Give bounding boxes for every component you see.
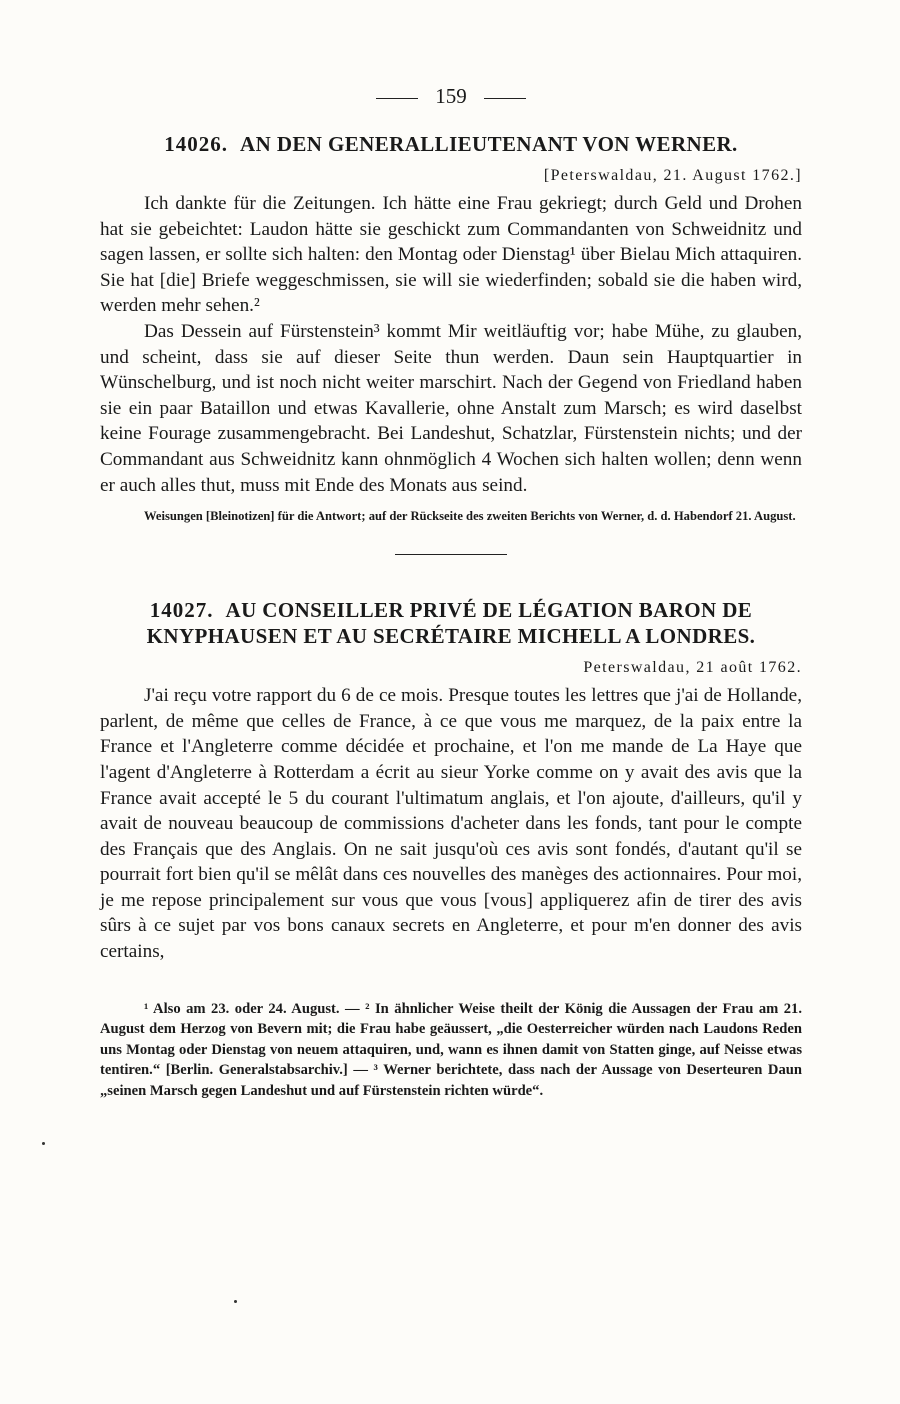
- letter-paragraph: Das Dessein auf Fürstenstein³ kommt Mir weitläuftig vor; habe Mühe, zu glauben, und scheint, dass sie auf dieser Seite thun werden. Daun sein Hauptquartier in Wünschelburg, und ist noch nicht weiter marschirt. Nach der Gegend von Friedland haben sie ein paar Bataillon und etwas Kavallerie, ohne Anstalt zum Marsch; es wird daselbst keine Fourage zusammengebracht. Bei Landeshut, Schatzlar, Fürstenstein nichts; und der Commandant aus Schweidnitz kann ohnmöglich 4 Wochen sich halten wollen; denn wenn er auch alles thut, muss mit Ende des Monats aus seind.: [100, 320, 802, 496]
- source-note: Weisungen [Bleinotizen] für die Antwort; auf der Rückseite des zweiten Berichts von Werner, d. d. Habendorf 21. August.: [144, 509, 796, 524]
- page-number: 159: [435, 84, 467, 108]
- header-dash-right: [484, 98, 526, 99]
- letter-place-date: [Peterswaldau, 21. August 1762.]: [543, 167, 802, 184]
- letter-title-line1: AU CONSEILLER PRIVÉ DE LÉGATION BARON DE: [225, 598, 753, 623]
- letter-title-line2: KNYPHAUSEN ET AU SECRÉTAIRE MICHELL A LONDRES.: [146, 624, 756, 649]
- decorative-dot: [42, 1142, 45, 1145]
- footnotes: ¹ Also am 23. oder 24. August. — ² In ähnlicher Weise theilt der König die Aussagen der Frau am 21. August dem Herzog von Bevern mit; die Frau habe geäussert, „die Oesterreicher würden nach Laudons Reden uns Montag oder Dienstag von neuem attaquiren, und, wann es ihnen damit von Statten ginge, auf Neisse etwas tentiren.“ [Berlin. Generalstabsarchiv.] — ³ Werner berichtete, dass nach der Aussage von Deserteuren Daun „seinen Marsch gegen Landeshut und auf Fürstenstein richten würde“.: [100, 1000, 802, 1100]
- page-number-header: [100, 84, 802, 109]
- letter-14026: [100, 131, 802, 524]
- document-page: [100, 84, 802, 1102]
- letter-number: 14027.: [149, 598, 214, 623]
- header-dash-left: [376, 98, 418, 99]
- letter-heading: [100, 131, 802, 157]
- letter-number: 14026.: [164, 132, 229, 156]
- letter-title: AN DEN GENERALLIEUTENANT VON WERNER.: [240, 132, 738, 156]
- letter-14027: [100, 597, 802, 965]
- letter-paragraph: J'ai reçu votre rapport du 6 de ce mois. Presque toutes les lettres que j'ai de Hollande, parlent, de même que celles de France, à ce que vous me marquez, de la paix entre la France et l'Angleterre comme décidée et prochaine, et l'on me mande de La Haye que l'agent d'Angleterre à Rotterdam a écrit au sieur Yorke comme on y avait des avis que la France avait accepté le 5 du courant l'ultimatum anglais, et l'on ajoute, d'ailleurs, qu'il y avait de nouveau beaucoup de commissions d'acheter dans les fonds, tant pour le compte des Français que des Anglais. On ne sait jusqu'où ces avis sont fondés, d'autant qu'il se pourrait fort bien qu'il se mêlât dans ces nouvelles des manèges des actionnaires. Pour moi, je me repose principalement sur vous que vous [vous] appliquerez afin de tirer des avis sûrs à ce sujet par vos bons canaux secrets en Angleterre, et pour m'en donner des avis certains,: [100, 685, 802, 963]
- letter-place-date: Peterswaldau, 21 août 1762.: [583, 659, 802, 677]
- decorative-dot: [234, 1300, 237, 1303]
- letter-paragraph: Ich dankte für die Zeitungen. Ich hätte eine Frau gekriegt; durch Geld und Drohen hat sie gebeichtet: Laudon hätte sie geschickt zum Commandanten von Schweidnitz und sagen lassen, er sollte sich halten: den Montag oder Dienstag¹ über Bielau Mich attaquiren. Sie hat [die] Briefe weggeschmissen, sie will sie wiederfinden; sobald sie die haben wird, werden mehr sehen.²: [100, 193, 802, 317]
- section-divider: [395, 554, 507, 555]
- letter-heading: [100, 597, 802, 649]
